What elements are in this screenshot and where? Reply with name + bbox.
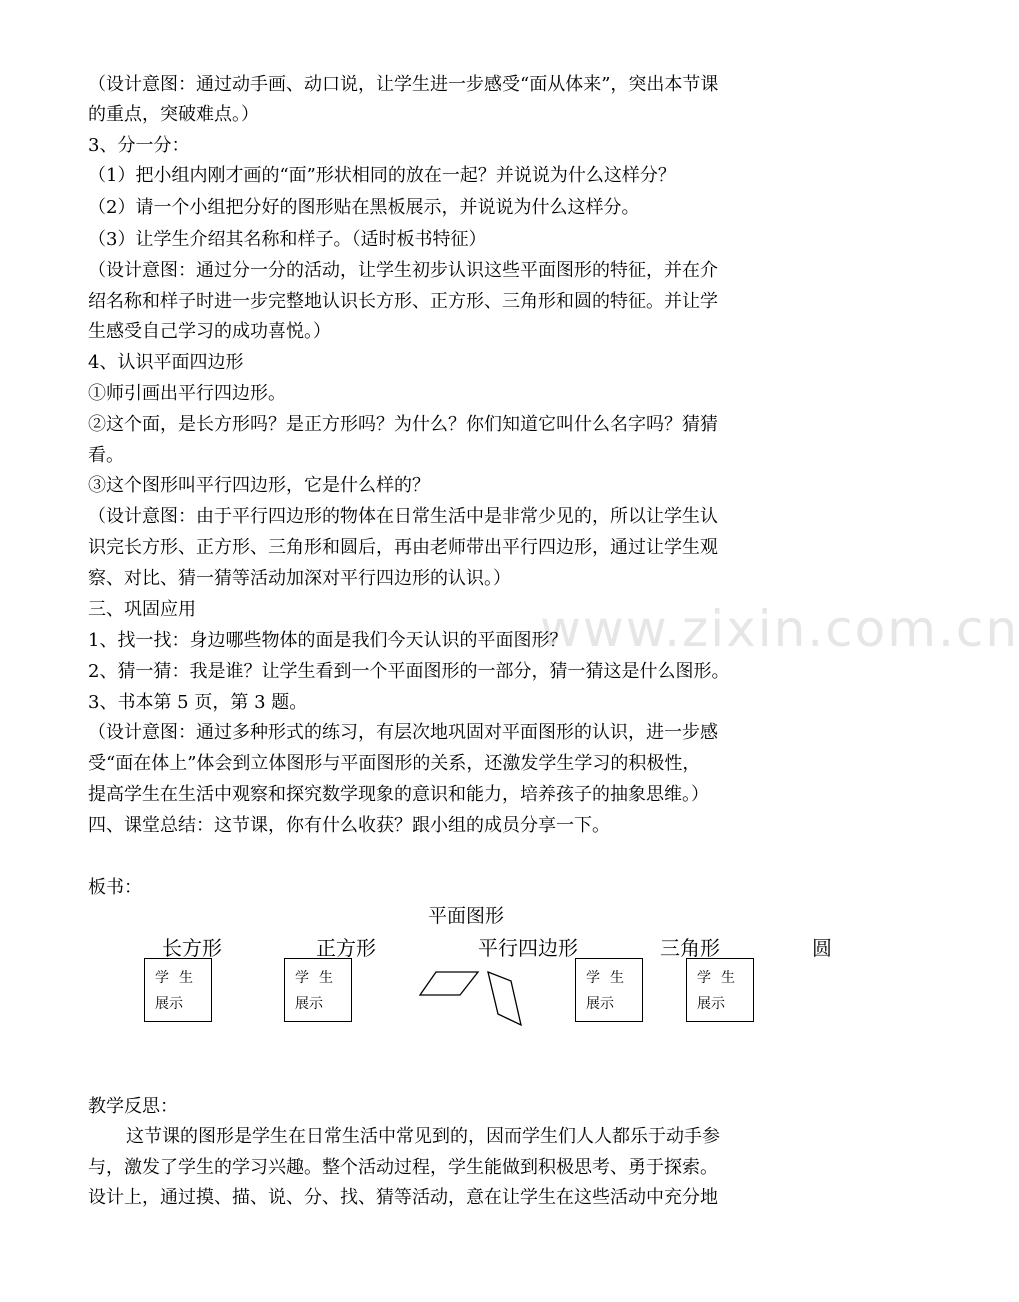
box-text: 展示 — [295, 996, 323, 1012]
student-display-box — [575, 958, 643, 1022]
parallelogram-shape — [418, 970, 480, 998]
section-heading: 三、巩固应用 — [88, 599, 196, 620]
watermark: www.zixin.com.cn — [540, 600, 1019, 658]
text-line: ③这个图形叫平行四边形，它是什么样的？ — [88, 475, 430, 496]
text-line: 提高学生在生活中观察和探究数学现象的意识和能力，培养孩子的抽象思维。） — [88, 784, 709, 805]
text-line: 与，激发了学生的学习兴趣。整个活动过程，学生能做到积极思考、勇于探索。 — [88, 1157, 718, 1178]
box-text: 学生 — [155, 970, 203, 986]
section-heading: 3、分一分： — [88, 135, 190, 156]
text-line: 受“面在体上”体会到立体图形与平面图形的关系，还激发学生学习的积极性， — [88, 753, 701, 774]
shape-label-square: 正方形 — [316, 936, 376, 960]
text-line: ①师引画出平行四边形。 — [88, 383, 286, 404]
text-line: （1）把小组内刚才画的“面”形状相同的放在一起？并说说为什么这样分？ — [88, 165, 676, 186]
box-text: 展示 — [697, 996, 725, 1012]
board-label: 板书： — [88, 877, 142, 898]
text-line: （设计意图：通过多种形式的练习，有层次地巩固对平面图形的认识，进一步感 — [88, 722, 718, 743]
section-heading: 4、认识平面四边形 — [88, 352, 244, 373]
text-line: ②这个面，是长方形吗？是正方形吗？为什么？你们知道它叫什么名字吗？猜猜 — [88, 414, 718, 435]
student-display-box — [686, 958, 754, 1022]
text-line: （设计意图：通过分一分的活动，让学生初步认识这些平面图形的特征，并在介 — [88, 260, 718, 281]
text-line: 2、猜一猜：我是谁？让学生看到一个平面图形的一部分，猜一猜这是什么图形。 — [88, 661, 730, 682]
text-line: （3）让学生介绍其名称和样子。（适时板书特征） — [88, 229, 487, 250]
box-text: 学生 — [295, 970, 343, 986]
text-line: 察、对比、猜一猜等活动加深对平行四边形的认识。） — [88, 568, 511, 589]
box-text: 展示 — [155, 996, 183, 1012]
box-text: 展示 — [586, 996, 614, 1012]
box-text: 学生 — [697, 970, 745, 986]
box-text: 学生 — [586, 970, 634, 986]
text-line: 1、找一找：身边哪些物体的面是我们今天认识的平面图形？ — [88, 630, 568, 651]
shape-label-parallelogram: 平行四边形 — [478, 936, 578, 960]
board-title: 平面图形 — [428, 905, 505, 927]
student-display-box — [284, 958, 352, 1022]
text-line: 识完长方形、正方形、三角形和圆后，再由老师带出平行四边形，通过让学生观 — [88, 537, 718, 558]
shape-label-circle: 圆 — [812, 936, 832, 960]
text-line: 看。 — [88, 445, 124, 466]
reflection-title: 教学反思： — [88, 1096, 178, 1117]
text-line: 3、书本第 5 页，第 3 题。 — [88, 692, 308, 713]
section-heading: 四、课堂总结：这节课，你有什么收获？跟小组的成员分享一下。 — [88, 815, 610, 836]
slanted-parallelogram-shape — [485, 970, 525, 1028]
text-line: 这节课的图形是学生在日常生活中常见到的，因而学生们人人都乐于动手参 — [126, 1126, 720, 1147]
shape-label-triangle: 三角形 — [660, 936, 720, 960]
text-line: （2）请一个小组把分好的图形贴在黑板展示，并说说为什么这样分。 — [88, 197, 640, 218]
text-line: （设计意图：由于平行四边形的物体在日常生活中是非常少见的，所以让学生认 — [88, 506, 718, 527]
text-line: 的重点，突破难点。） — [88, 104, 259, 125]
shape-label-rectangle: 长方形 — [162, 936, 222, 960]
text-line: （设计意图：通过动手画、动口说，让学生进一步感受“面从体来”，突出本节课 — [88, 74, 719, 95]
text-line: 绍名称和样子时进一步完整地认识长方形、正方形、三角形和圆的特征。并让学 — [88, 291, 718, 312]
text-line: 生感受自己学习的成功喜悦。） — [88, 321, 331, 342]
text-line: 设计上，通过摸、描、说、分、找、猜等活动，意在让学生在这些活动中充分地 — [88, 1187, 718, 1208]
student-display-box — [144, 958, 212, 1022]
